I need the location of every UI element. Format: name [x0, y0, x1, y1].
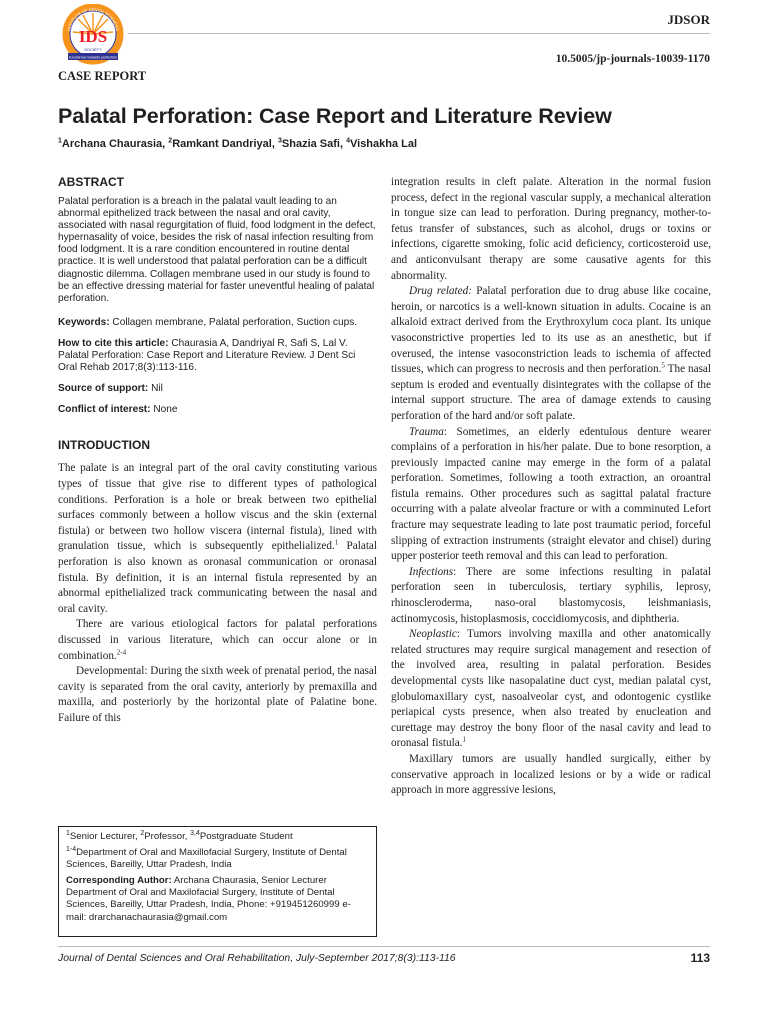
conflict-of-interest — [58, 404, 377, 416]
developmental-continued: integration results in cleft palate. Alteration in the normal fusion process, defect in the regional vascular supply, a mechanical alteration in tongue size can lead to perforation. During pregnancy, mother-to-fetus transfer of substances, such as alcohol, drugs or toxins or infections, cigarette smoking, folic acid deficiency, corticosteroid use, and anticonvulsant therapy are some causative agents for this abnormality. — [391, 176, 711, 282]
logo-society: SOCIETY — [84, 47, 102, 52]
right-column — [391, 175, 711, 799]
page-number: 113 — [690, 951, 710, 965]
drug-related-label: Drug related: — [409, 285, 472, 298]
author-sup: 3 — [277, 137, 282, 145]
neoplastic-label: Neoplastic — [409, 628, 457, 641]
introduction-heading: INTRODUCTION — [58, 438, 150, 453]
conflict-label: Conflict of interest: — [58, 404, 151, 416]
maxillary-tumors-paragraph: Maxillary tumors are usually handled surgically, either by conservative approach in localized lesions or by a wide or radical approach in more aggressive lesions, — [391, 752, 711, 797]
article-title: Palatal Perforation: Case Report and Literature Review — [58, 104, 612, 128]
keywords-value: Collagen membrane, Palatal perforation, Suction cups. — [112, 316, 358, 328]
author-list: $^1$Archana Chaurasia, $^2$Ramkant Dandriyal, $^3$Shazia Safi, $^4$Vishakha Lal — [58, 137, 418, 150]
conflict-value: None — [153, 404, 178, 416]
author-sup: 4 — [346, 137, 350, 145]
keywords-label: Keywords: — [58, 316, 110, 328]
trauma-label: Trauma — [409, 425, 444, 438]
support-value: Nil — [151, 383, 163, 395]
author-roles: $^1$Senior Lecturer, $^2$Professor, $^{3,4}$Postgraduate Student — [66, 829, 293, 842]
article-type: CASE REPORT — [58, 69, 147, 83]
author-sup: 2 — [168, 137, 173, 145]
author-name: Vishakha Lal — [350, 138, 418, 150]
footer-citation: Journal of Dental Sciences and Oral Rehabilitation, July-September 2017;8(3):113-116 — [58, 953, 456, 964]
intro-paragraph-3: Developmental: During the sixth week of prenatal period, the nasal cavity is separated from the oral cavity, anteriorly by premaxilla and maxilla, and posteriorly by the horizontal plate of Palatine bone. Failure of this — [58, 665, 377, 724]
infections-paragraph: Infections: There are some infections resulting in palatal perforation seen in tuberculosis, tertiary syphilis, leprosy, rhinoscleroderma, naso-oral blastomycosis, leishmaniasis, actinomycosis, histoplasmosis, coccidiomycosis, and diphtheria. — [391, 565, 711, 625]
cite-value: Chaurasia A, Dandriyal R, Safi S, Lal V. Palatal Perforation: Case Report and Literature Review. J Dent Sci Oral Rehab 2017;8(3):113-116. — [58, 337, 356, 374]
author-name: Archana Chaurasia — [61, 138, 163, 150]
header-rule — [128, 33, 710, 34]
affiliation-box — [58, 826, 377, 937]
logo-text: IDS — [78, 27, 108, 46]
doi[interactable]: 10.5005/jp-journals-10039-1170 — [555, 53, 710, 65]
corresponding-author: Corresponding Author: Archana Chaurasia, Senior Lecturer Department of Oral and Maxilofacial Surgery, Institute of Dental Sciences, Bareilly, Uttar Pradesh, India, Phone: +919451260999 e-mail: drarchanachaurasia@gmail.com — [66, 875, 351, 923]
cite-label: How to cite this article: — [58, 337, 169, 349]
logo-ring-text: INSTITUTE OF DENTAL SCIENCES — [66, 6, 120, 32]
footer-rule — [58, 946, 710, 947]
author-sup: 1 — [58, 137, 62, 145]
abstract-heading: ABSTRACT — [58, 175, 124, 189]
journal-abbreviation: JDSOR — [667, 12, 710, 27]
source-of-support — [58, 383, 377, 395]
intro-paragraph-2: There are various etiological factors for palatal perforations discussed in various literature, which can occur alone or in combination.$^{2-4}$ — [58, 618, 377, 662]
author-name: Shazia Safi — [281, 138, 340, 150]
infections-label: Infections — [409, 565, 454, 578]
abstract-text: Palatal perforation is a breach in the palatal vault leading to an abnormal epithelized track between the nasal and oral cavity, associated with nasal regurgitation of fluid, food lodgment in the defect, hypernasality of voice, besides the risk of nasal infection resulting from food lodgment. It is a rare condition encountered in routine dental practice. It is well understood that palatal perforation can be a difficult diagnostic dilemma. Collagen membrane used in our study is found to be an effective dressing material for faster uneventful healing of palatal perforation. — [58, 196, 376, 304]
department: $^{1-4}$Department of Oral and Maxillofacial Surgery, Institute of Dental Sciences, Bareilly, Uttar Pradesh, India — [66, 845, 347, 871]
journal-logo — [62, 4, 124, 66]
trauma-paragraph: Trauma: Sometimes, an elderly edentulous denture wearer complains of a perforation in his/her palate. Due to bone resorption, a previously impacted canine may emerge in the form of a palatal perforation. Sometimes, following a tooth extraction, an oroantral fistula remains. Other procedures such as sagittal palatal fracture occurring with a palate alveolar fracture or with a comminuted Lefort fracture may sequestrate leading to late post traumatic period, forceful slipping of extraction instruments (straight elevator and chisel) during upper posterior teeth removal and this can lead to perforation. — [391, 425, 711, 563]
left-column — [58, 175, 377, 727]
support-label: Source of support: — [58, 383, 149, 395]
logo-motto: Excellence towards perfection — [69, 55, 117, 60]
keywords — [58, 317, 377, 329]
drug-related-paragraph: Drug related: Palatal perforation due to drug abuse like cocaine, heroin, or narcotics is a well-known situation in adults. Cocaine is an alkaloid extract derived from the Erythroxylum coca plant. Its unique vasoconstrictive properties led to its use as an anesthetic, but if overused, the intense vasoconstriction leads to ischemia of affected tissues, which can progress to necrosis and then perforation.$^5$ The nasal septum is eroded and eventually disintegrates with the collapse of the internal support structure. The area of damage extends to causing perforation of the hard and/or soft palate. — [391, 285, 711, 422]
author-name: Ramkant Dandriyal — [172, 138, 272, 150]
cite-this-article — [58, 338, 377, 374]
neoplastic-paragraph: Neoplastic: Tumors involving maxilla and other anatomically related structures may require surgical management and resection of the involved area, resulting in palatal perforation. Besides developmental cysts like nasopalatine duct cyst, median palatal cyst, globulomaxillary cyst, nasoalveolar cyst, and odontogenic cystlike periapical cysts presence, when also treated by enucleation and curettage may destroy the bony floor of the nasal cavity and lead to oronasal fistula.$^1$ — [391, 628, 711, 750]
intro-paragraph-1: The palate is an integral part of the oral cavity constituting various types of tissue that give rise to different types of pathological conditions. Perforation is a hole or break between two epithelial surfaces commonly between a hollow viscus and the skin (external fistula) or between two hollow viscera (internal fistula), lined with granulation tissue, which is subsequently epithelialized.$^1$ Palatal perforation is also known as oronasal communication or oronasal fistula. By definition, it is an internal fistula represented by an abnormal epithelialized track communicating between the nasal and oral cavity. — [58, 462, 377, 615]
